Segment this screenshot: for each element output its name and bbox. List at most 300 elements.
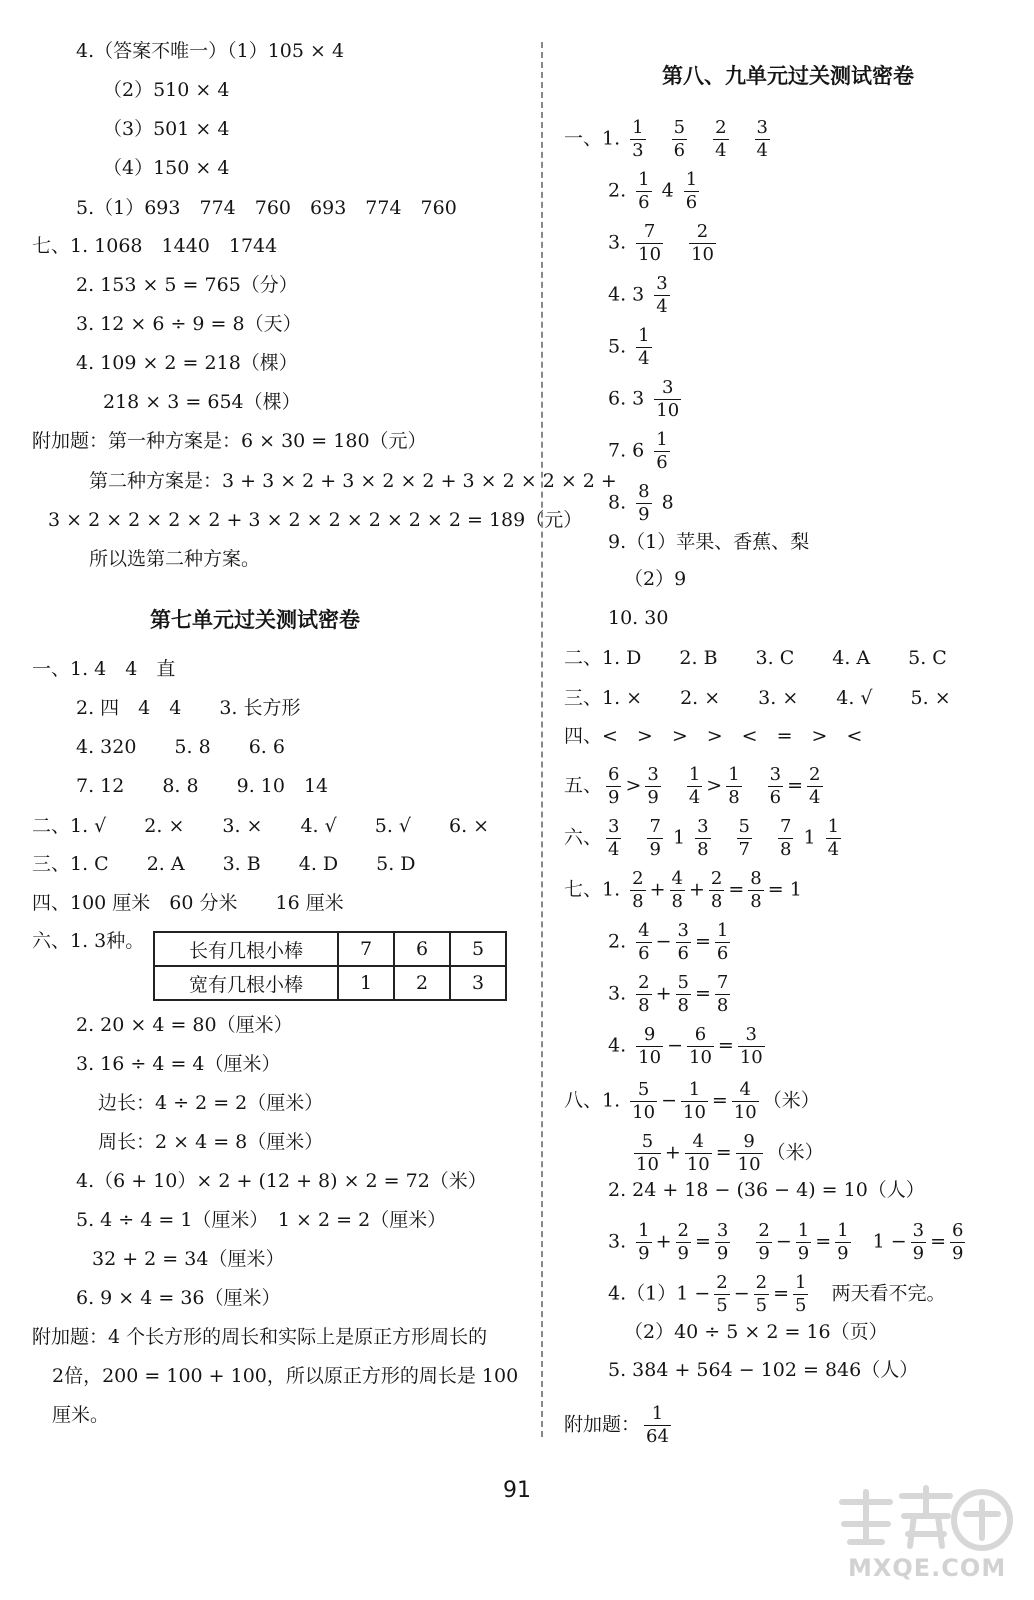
text-run: =: [695, 982, 711, 1005]
fraction: [807, 766, 822, 807]
denominator: 6: [677, 943, 689, 964]
column-divider: [541, 42, 543, 1437]
answer-line: [624, 1320, 888, 1344]
fraction: [756, 1222, 771, 1263]
text-run: 附加题：: [564, 1413, 641, 1436]
answer-line: [564, 766, 827, 807]
fraction: [768, 766, 783, 807]
text-run: （米）: [766, 1141, 824, 1164]
denominator: 7: [738, 839, 750, 860]
numerator: 2: [809, 764, 821, 785]
numerator: 2: [758, 1220, 770, 1241]
table-cell: 6: [394, 932, 450, 966]
text-run: 1: [666, 826, 692, 849]
numerator: 3: [697, 816, 709, 837]
numerator: 9: [736, 1133, 763, 1154]
denominator: 8: [728, 787, 740, 808]
answer-line: [564, 1081, 820, 1122]
fraction: [681, 1081, 708, 1122]
answer-line: 3. 16 ÷ 4 = 4（厘米）: [76, 1053, 281, 1075]
numerator: 3: [716, 1220, 729, 1241]
text-run: =: [695, 1230, 711, 1253]
numerator: 4: [671, 868, 683, 889]
denominator: 4: [608, 839, 620, 860]
answer-line: [564, 818, 845, 859]
text-run: 二、1. D 2. B 3. C 4. A 5. C: [564, 647, 947, 669]
denominator: 10: [686, 1154, 710, 1175]
numerator: 1: [638, 169, 650, 190]
numerator: 8: [638, 481, 650, 502]
denominator: 6: [656, 452, 668, 473]
answer-line: 7. 12 8. 8 9. 10 14: [76, 775, 329, 797]
fraction: [715, 922, 730, 963]
fraction: [715, 1222, 730, 1263]
answer-line: [608, 171, 703, 212]
fraction: [606, 766, 621, 807]
fraction: [636, 1222, 651, 1263]
text-run: 8.: [608, 491, 633, 514]
text-run: （2）40 ÷ 5 × 2 = 16（页）: [624, 1321, 888, 1343]
numerator: 3: [656, 273, 668, 294]
text-run: 2.: [608, 179, 633, 202]
numerator: 5: [673, 117, 686, 138]
answer-line: [608, 1274, 945, 1315]
denominator: 4: [688, 787, 701, 808]
fraction: [755, 119, 770, 160]
table-cell: 1: [338, 966, 394, 1000]
text-run: +: [689, 878, 705, 901]
numerator: 1: [681, 1081, 708, 1102]
numerator: 3: [608, 816, 620, 837]
fraction: [695, 818, 710, 859]
text-run: 一、1.: [564, 127, 627, 150]
fraction: [737, 818, 752, 859]
denominator: 9: [758, 1243, 770, 1264]
fraction: [732, 1081, 759, 1122]
answer-line: [608, 1178, 925, 1202]
numerator: 7: [649, 816, 661, 837]
numerator: 1: [632, 117, 644, 138]
fraction: [630, 870, 645, 911]
denominator: 9: [638, 504, 650, 525]
fraction: [645, 766, 660, 807]
answer-line: [608, 431, 674, 472]
fraction: [793, 1274, 808, 1315]
numerator: 2: [632, 868, 644, 889]
numerator: 2: [755, 1272, 768, 1293]
numerator: 7: [780, 816, 792, 837]
text-run: 3.: [608, 982, 633, 1005]
fraction: [636, 483, 651, 524]
answer-line: [608, 1358, 918, 1382]
answer-line: （4）150 × 4: [103, 157, 230, 179]
denominator: 10: [689, 1047, 712, 1068]
answer-line: [608, 483, 674, 524]
table-cell: 3: [450, 966, 506, 1000]
answer-line: [564, 724, 862, 748]
page-number: 91: [503, 1478, 531, 1503]
denominator: 5: [795, 1295, 807, 1316]
answer-line: 四、100 厘米 60 分米 16 厘米: [32, 892, 344, 914]
answer-line: [564, 686, 951, 710]
fraction: [709, 870, 724, 911]
answer-line: [608, 1222, 969, 1263]
watermark-logo: [830, 1484, 1020, 1584]
text-run: >: [625, 774, 642, 797]
fraction: [689, 223, 716, 264]
fraction: [636, 974, 651, 1015]
section-title: [662, 64, 914, 88]
answer-line: [608, 974, 734, 1015]
denominator: 9: [647, 787, 659, 808]
denominator: 6: [638, 192, 650, 213]
numerator: 1: [688, 764, 701, 785]
numerator: 5: [630, 1081, 657, 1102]
text-run: −: [733, 1282, 750, 1305]
fraction: [636, 922, 651, 963]
denominator: 8: [671, 891, 683, 912]
denominator: 4: [638, 348, 650, 369]
text-run: −: [661, 1089, 677, 1112]
answer-line: 2. 153 × 5 = 765（分）: [76, 274, 298, 296]
fraction: [713, 119, 728, 160]
answer-line: 所以选第二种方案。: [89, 548, 261, 570]
text-run: 3.: [608, 1230, 633, 1253]
answer-line: 二、1. √ 2. × 3. × 4. √ 5. √ 6. ×: [32, 815, 490, 837]
numerator: 1: [728, 764, 740, 785]
answer-line: [564, 646, 947, 670]
fraction: [636, 327, 651, 368]
numerator: 5: [634, 1133, 661, 1154]
numerator: 1: [797, 1220, 810, 1241]
fraction: [685, 1133, 712, 1174]
numerator: 3: [647, 764, 659, 785]
numerator: 3: [912, 1220, 925, 1241]
fraction: [748, 870, 763, 911]
numerator: 6: [608, 764, 620, 785]
answer-line: 4. 109 × 2 = 218（棵）: [76, 352, 298, 374]
text-run: （2）9: [624, 568, 687, 590]
denominator: 8: [677, 995, 689, 1016]
fraction: [950, 1222, 965, 1263]
numerator: 5: [677, 972, 689, 993]
answer-line: [608, 223, 720, 264]
denominator: 9: [716, 1243, 729, 1264]
table-cell: 5: [450, 932, 506, 966]
svg-text:MXQE.COM: MXQE.COM: [848, 1554, 1007, 1582]
answer-line: 附加题：4 个长方形的周长和实际上是原正方形周长的: [32, 1326, 488, 1348]
fraction: [684, 171, 699, 212]
text-run: =: [787, 774, 804, 797]
numerator: 2: [689, 223, 716, 244]
fraction: [654, 431, 669, 472]
fraction: [634, 1133, 661, 1174]
text-run: 1: [797, 826, 822, 849]
answer-line: [608, 327, 656, 368]
answer-line: 第二种方案是：3 + 3 × 2 + 3 × 2 × 2 + 3 × 2 × 2 × 2 +: [89, 470, 617, 492]
text-run: 1 −: [872, 1230, 907, 1253]
numerator: 3: [769, 764, 782, 785]
text-run: 四、< > > > < = > <: [564, 725, 863, 747]
text-run: +: [655, 982, 672, 1005]
text-run: = 1: [767, 878, 802, 901]
numerator: 2: [677, 1220, 689, 1241]
answer-line: 4.（6 + 10）× 2 + (12 + 8) × 2 = 72（米）: [76, 1170, 487, 1192]
fraction: [676, 974, 691, 1015]
answer-line: [608, 530, 809, 554]
fraction: [778, 818, 793, 859]
numerator: 1: [827, 816, 840, 837]
text-run: 4. 3: [608, 283, 651, 306]
answer-line: 六、1. 3种。: [32, 930, 145, 952]
table-cell: 7: [338, 932, 394, 966]
answer-line: [564, 119, 774, 160]
fraction: [676, 922, 691, 963]
text-run: 7. 6: [608, 439, 651, 462]
answer-line: 3 × 2 × 2 × 2 × 2 + 3 × 2 × 2 × 2 × 2 × 2 = 189（元）: [48, 509, 583, 531]
text-run: =: [715, 1141, 732, 1164]
text-run: 七、1.: [564, 878, 627, 901]
fraction: [754, 1274, 769, 1315]
answer-line: [608, 922, 734, 963]
numerator: 4: [685, 1133, 712, 1154]
text-run: =: [695, 930, 711, 953]
fraction: [835, 1222, 850, 1263]
fraction: [738, 1026, 765, 1067]
answer-line: [630, 1133, 824, 1174]
text-run: 第八、九单元过关测试密卷: [662, 64, 914, 88]
fraction: [636, 1026, 663, 1067]
answer-line: 厘米。: [52, 1404, 110, 1426]
table-cell: 长有几根小棒: [154, 932, 338, 966]
fraction: [647, 818, 662, 859]
answer-line: （2）510 × 4: [103, 79, 230, 101]
section-title: 第七单元过关测试密卷: [150, 608, 360, 632]
numerator: 8: [750, 868, 762, 889]
denominator: 10: [656, 400, 680, 421]
answer-line: 5.（1）693 774 760 693 774 760: [76, 197, 457, 219]
numerator: 3: [738, 1026, 765, 1047]
fraction: [687, 766, 702, 807]
text-run: 4.（1）1 −: [608, 1282, 711, 1305]
table-cell: 宽有几根小棒: [154, 966, 338, 1000]
answer-line: [564, 870, 802, 911]
text-run: 8: [655, 491, 674, 514]
text-run: 2.: [608, 930, 633, 953]
answer-line: （3）501 × 4: [103, 118, 230, 140]
denominator: 9: [912, 1243, 925, 1264]
text-run: =: [717, 1034, 734, 1057]
answer-line: 三、1. C 2. A 3. B 4. D 5. D: [32, 853, 416, 875]
denominator: 10: [737, 1154, 761, 1175]
text-run: 八、1.: [564, 1089, 627, 1112]
denominator: 8: [716, 995, 729, 1016]
text-run: 2. 24 + 18 − (36 − 4) = 10（人）: [608, 1179, 925, 1201]
numerator: 2: [716, 1272, 728, 1293]
denominator: 10: [636, 1154, 659, 1175]
table-row: [154, 966, 506, 1000]
fraction: [726, 766, 741, 807]
numerator: 9: [636, 1026, 663, 1047]
text-run: 5. 384 + 564 − 102 = 846（人）: [608, 1359, 919, 1381]
numerator: 7: [716, 972, 729, 993]
numerator: 1: [795, 1272, 807, 1293]
fraction: [644, 1405, 671, 1446]
numerator: 3: [756, 117, 768, 138]
text-run: −: [667, 1034, 683, 1057]
numerator: 2: [710, 868, 723, 889]
answer-line: 5. 4 ÷ 4 = 1（厘米） 1 × 2 = 2（厘米）: [76, 1209, 447, 1231]
denominator: 9: [638, 1243, 650, 1264]
answer-line: [608, 275, 674, 316]
fraction: [672, 119, 687, 160]
table-row: [154, 932, 506, 966]
fraction: [636, 223, 663, 264]
numerator: 3: [654, 379, 681, 400]
fraction: [687, 1026, 714, 1067]
fraction: [636, 171, 651, 212]
denominator: 9: [952, 1243, 964, 1264]
denominator: 4: [809, 787, 821, 808]
denominator: 9: [837, 1243, 849, 1264]
text-run: −: [655, 930, 672, 953]
denominator: 10: [638, 1047, 662, 1068]
denominator: 8: [710, 891, 723, 912]
text-run: 4.: [608, 1034, 633, 1057]
fraction: [714, 1274, 729, 1315]
denominator: 10: [739, 1047, 763, 1068]
numerator: 6: [952, 1220, 964, 1241]
text-run: −: [775, 1230, 792, 1253]
denominator: 6: [638, 943, 650, 964]
denominator: 10: [632, 1102, 656, 1123]
denominator: 6: [673, 140, 686, 161]
denominator: 3: [632, 140, 644, 161]
text-run: =: [711, 1089, 728, 1112]
text-run: +: [664, 1141, 681, 1164]
answer-line: 218 × 3 = 654（棵）: [103, 391, 301, 413]
text-run: =: [930, 1230, 947, 1253]
denominator: 4: [715, 140, 727, 161]
denominator: 6: [685, 192, 698, 213]
fraction: [796, 1222, 811, 1263]
answer-line: [608, 379, 685, 420]
denominator: 9: [649, 839, 661, 860]
text-run: 两天看不完。: [812, 1282, 946, 1305]
numerator: 2: [715, 117, 727, 138]
text-run: >: [706, 774, 723, 797]
answer-line: 4.（答案不唯一）（1）105 × 4: [76, 40, 345, 62]
text-run: 六、: [564, 826, 603, 849]
answer-line: 2. 四 4 4 3. 长方形: [76, 697, 301, 719]
numerator: 1: [685, 169, 698, 190]
numerator: 1: [656, 429, 668, 450]
denominator: 5: [716, 1295, 728, 1316]
numerator: 1: [638, 1220, 650, 1241]
answer-line: 6. 9 × 4 = 36（厘米）: [76, 1287, 281, 1309]
denominator: 4: [656, 296, 668, 317]
denominator: 8: [750, 891, 762, 912]
fraction: [826, 818, 841, 859]
numerator: 2: [638, 972, 650, 993]
denominator: 9: [797, 1243, 810, 1264]
answer-line: 2倍，200 = 100 + 100，所以原正方形的周长是 100: [52, 1365, 519, 1387]
answer-line: 七、1. 1068 1440 1744: [32, 235, 278, 257]
table-cell: 2: [394, 966, 450, 1000]
denominator: 6: [769, 787, 782, 808]
answer-line: 边长：4 ÷ 2 = 2（厘米）: [98, 1092, 324, 1114]
answer-line: 周长：2 × 4 = 8（厘米）: [98, 1131, 324, 1153]
numerator: 3: [677, 920, 689, 941]
denominator: 10: [638, 244, 662, 265]
denominator: 4: [756, 140, 768, 161]
fraction: [715, 974, 730, 1015]
text-run: +: [649, 878, 666, 901]
text-run: 10. 30: [608, 607, 669, 629]
rods-table: [153, 931, 507, 1001]
denominator: 4: [827, 839, 840, 860]
denominator: 8: [638, 995, 650, 1016]
answer-line: 4. 320 5. 8 6. 6: [76, 736, 285, 758]
numerator: 1: [716, 920, 729, 941]
denominator: 9: [608, 787, 620, 808]
answer-line: [608, 1026, 769, 1067]
denominator: 6: [716, 943, 729, 964]
denominator: 8: [697, 839, 709, 860]
text-run: 五、: [564, 774, 603, 797]
text-run: 4: [655, 179, 680, 202]
denominator: 9: [677, 1243, 689, 1264]
answer-line: [608, 606, 668, 630]
text-run: =: [773, 1282, 790, 1305]
text-run: =: [815, 1230, 832, 1253]
fraction: [676, 1222, 691, 1263]
denominator: 8: [632, 891, 644, 912]
fraction: [654, 379, 681, 420]
text-run: （米）: [762, 1089, 820, 1112]
fraction: [911, 1222, 926, 1263]
denominator: 8: [780, 839, 792, 860]
denominator: 10: [683, 1102, 706, 1123]
numerator: 5: [738, 816, 750, 837]
text-run: +: [655, 1230, 672, 1253]
numerator: 1: [638, 325, 650, 346]
numerator: 4: [638, 920, 650, 941]
text-run: 6. 3: [608, 387, 651, 410]
fraction: [630, 1081, 657, 1122]
answer-line: 32 + 2 = 34（厘米）: [92, 1248, 285, 1270]
denominator: 10: [691, 244, 714, 265]
fraction: [736, 1133, 763, 1174]
text-run: 三、1. × 2. × 3. × 4. √ 5. ×: [564, 687, 951, 709]
text-run: 3.: [608, 231, 633, 254]
denominator: 64: [646, 1426, 669, 1447]
answer-line: [624, 567, 686, 591]
fraction: [654, 275, 669, 316]
answer-line: 3. 12 × 6 ÷ 9 = 8（天）: [76, 313, 302, 335]
fraction: [606, 818, 621, 859]
text-run: =: [728, 878, 745, 901]
numerator: 1: [644, 1405, 671, 1426]
answer-line: 一、1. 4 4 直: [32, 658, 176, 680]
denominator: 10: [733, 1102, 757, 1123]
denominator: 5: [755, 1295, 768, 1316]
fraction: [630, 119, 645, 160]
answer-line: [564, 1405, 675, 1446]
fraction: [670, 870, 685, 911]
answer-line: 2. 20 × 4 = 80（厘米）: [76, 1014, 293, 1036]
numerator: 1: [837, 1220, 849, 1241]
